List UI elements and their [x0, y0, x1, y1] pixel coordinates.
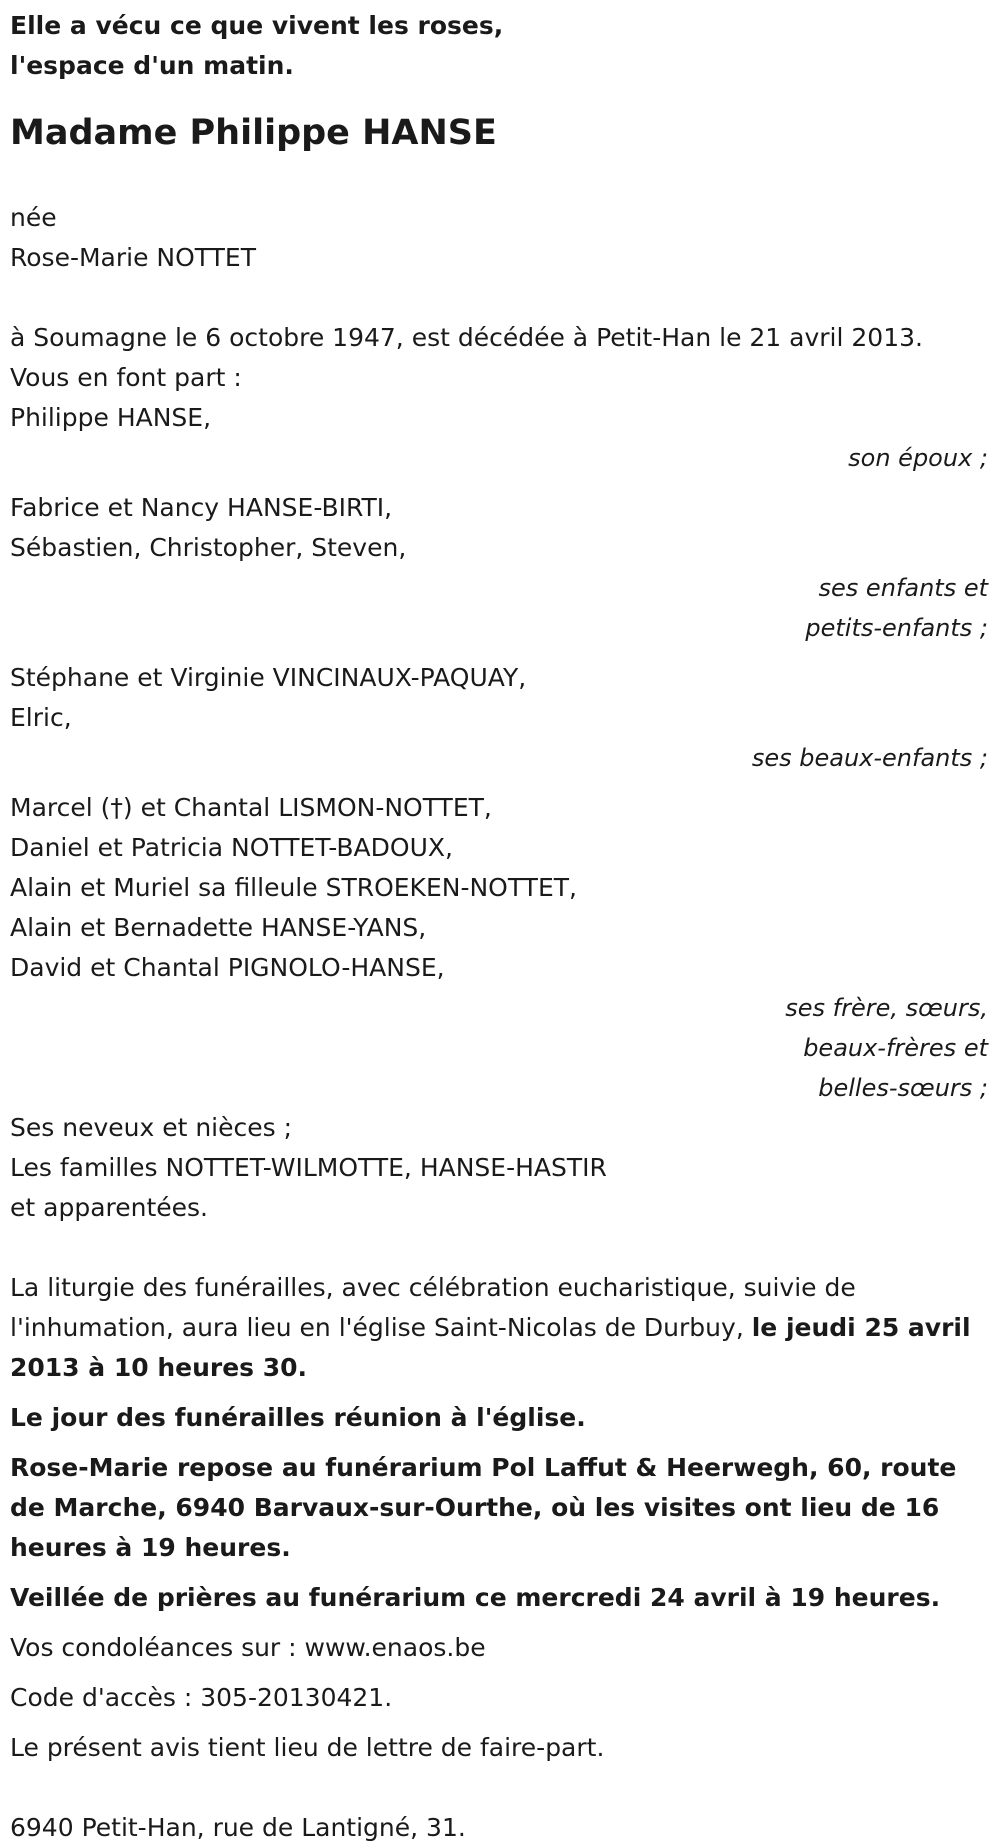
family-name-line: Philippe HANSE, — [10, 403, 212, 432]
family-group — [10, 488, 988, 648]
family-role: ses enfants et — [818, 574, 988, 602]
family-name-line: Alain et Bernadette HANSE-YANS, — [10, 913, 427, 942]
others-line: et apparentées. — [10, 1193, 208, 1222]
condolences-line: Vos condoléances sur : www.enaos.be — [10, 1633, 486, 1662]
family-name-line: Stéphane et Virginie VINCINAUX-PAQUAY, — [10, 663, 527, 692]
repose-paragraph: Rose-Marie repose au funérarium Pol Laffut & Heerwegh, 60, route de Marche, 6940 Barvaux-sur-Ourthe, où les visites ont lieu de 16 heures à 19 heures. — [10, 1453, 957, 1562]
family-role: ses beaux-enfants ; — [751, 744, 988, 772]
family-name-line: Elric, — [10, 703, 72, 732]
family-name-line: Fabrice et Nancy HANSE-BIRTI, — [10, 493, 393, 522]
access-code-line: Code d'accès : 305-20130421. — [10, 1683, 393, 1712]
family-role: petits-enfants ; — [805, 614, 988, 642]
reunion-line: Le jour des funérailles réunion à l'église. — [10, 1403, 586, 1432]
liturgy-date: le jeudi 25 avril 2013 à 10 heures 30. — [10, 1313, 971, 1382]
others-line: Les familles NOTTET-WILMOTTE, HANSE-HASTIR — [10, 1153, 607, 1182]
birth-death-statement: à Soumagne le 6 octobre 1947, est décédée à Petit-Han le 21 avril 2013. — [10, 323, 923, 352]
veillee-line: Veillée de prières au funérarium ce mercredi 24 avril à 19 heures. — [10, 1583, 941, 1612]
address-line: 6940 Petit-Han, rue de Lantigné, 31. — [10, 1813, 466, 1842]
liturgy-text: La liturgie des funérailles, avec célébration eucharistique, suivie de l'inhumation, aura lieu en l'église Saint-Nicolas de Durbuy, — [10, 1273, 856, 1342]
epigraph-line-1: Elle a vécu ce que vivent les roses, — [10, 11, 504, 40]
maiden-name: Rose-Marie NOTTET — [10, 243, 256, 272]
family-group — [10, 658, 988, 778]
family-name-line: David et Chantal PIGNOLO-HANSE, — [10, 953, 445, 982]
deceased-name: Madame Philippe HANSE — [10, 113, 497, 153]
family-name-line: Marcel (†) et Chantal LISMON-NOTTET, — [10, 793, 492, 822]
notice-line: Le présent avis tient lieu de lettre de faire-part. — [10, 1733, 605, 1762]
liturgy-paragraph — [10, 1268, 988, 1388]
family-group — [10, 788, 988, 1108]
epigraph-line-2: l'espace d'un matin. — [10, 51, 294, 80]
others-line: Ses neveux et nièces ; — [10, 1113, 293, 1142]
family-group — [10, 398, 988, 478]
family-role: belles-sœurs ; — [818, 1074, 988, 1102]
announce-label: Vous en font part : — [10, 363, 242, 392]
family-name-line: Alain et Muriel sa filleule STROEKEN-NOTTET, — [10, 873, 577, 902]
family-role: ses frère, sœurs, — [785, 994, 988, 1022]
nee-label: née — [10, 203, 57, 232]
family-name-line: Sébastien, Christopher, Steven, — [10, 533, 407, 562]
family-role: beaux-frères et — [803, 1034, 988, 1062]
family-role: son époux ; — [848, 444, 988, 472]
family-name-line: Daniel et Patricia NOTTET-BADOUX, — [10, 833, 453, 862]
